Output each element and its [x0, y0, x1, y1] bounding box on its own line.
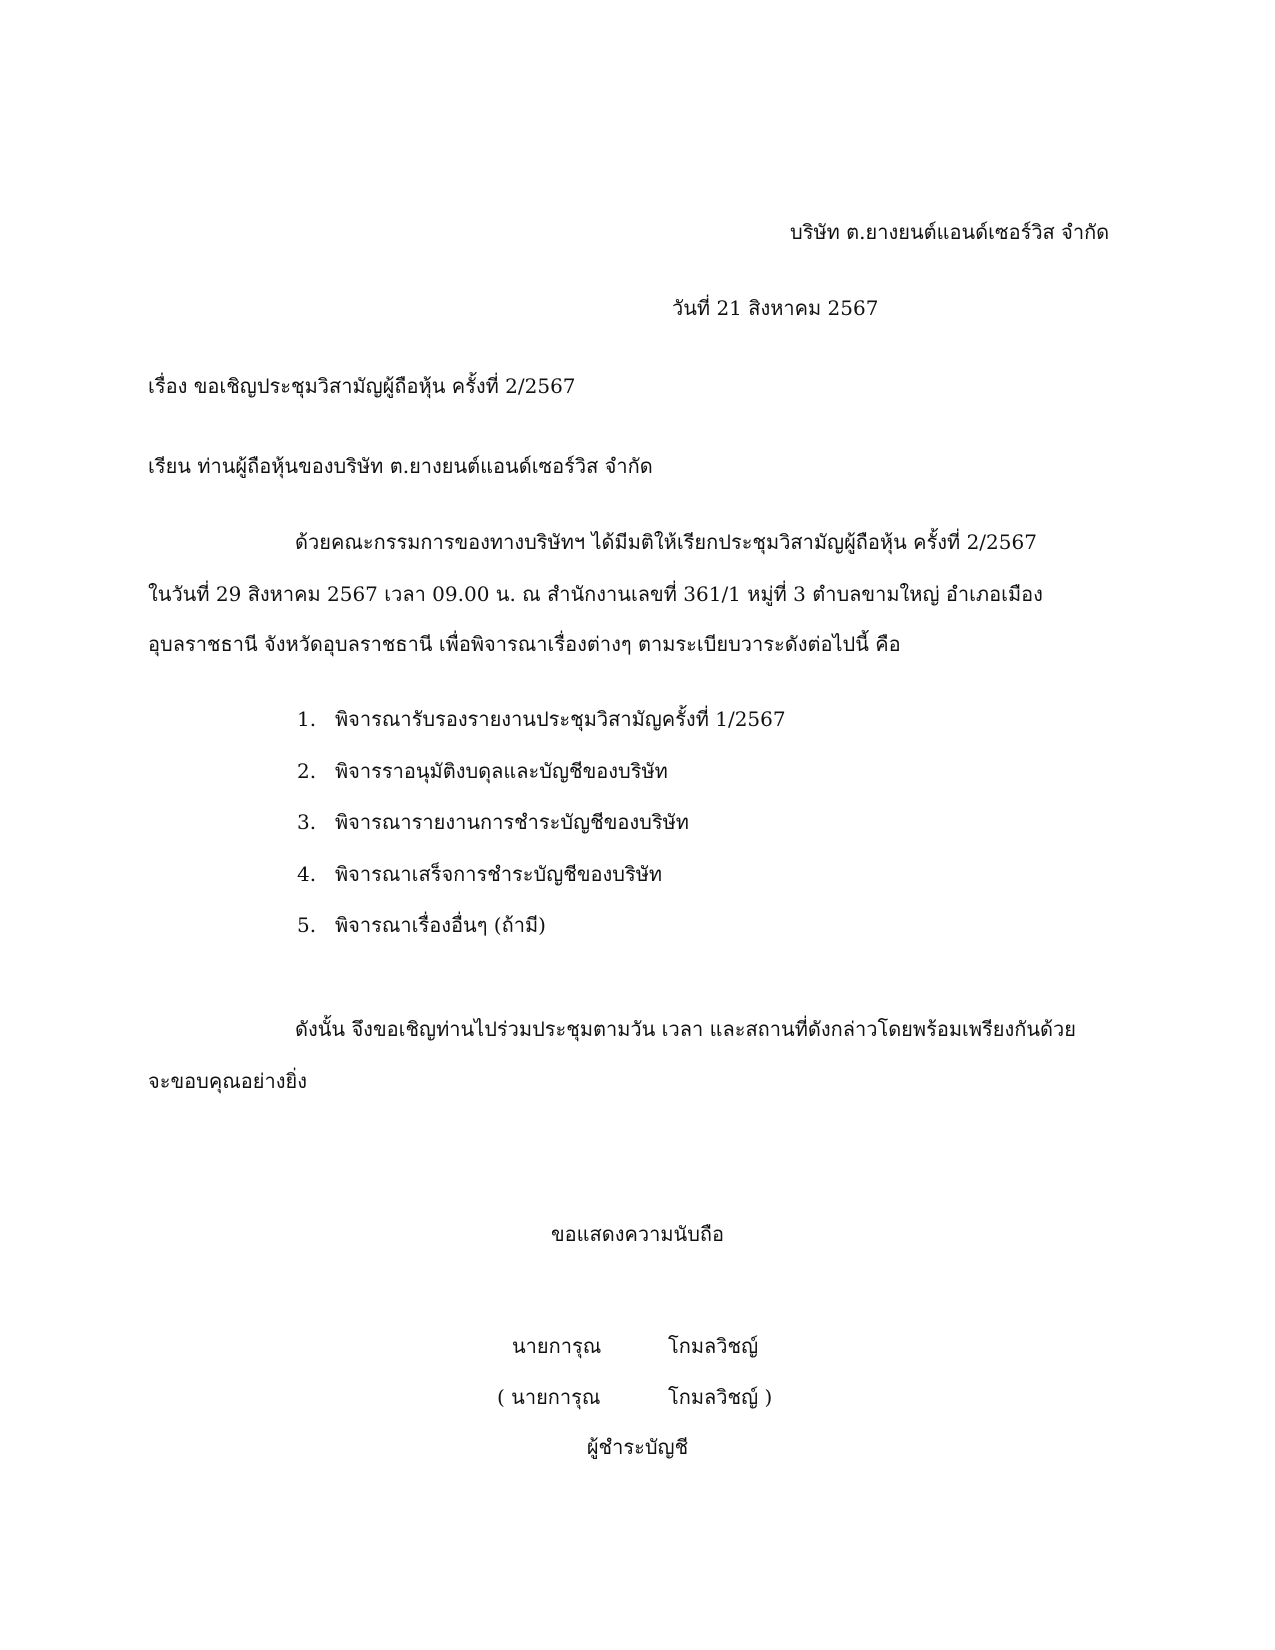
printed-name-last: โกมลวิชญ์ ) — [668, 1385, 773, 1409]
letter-salutation: เรียน ท่านผู้ถือหุ้นของบริษัท ต.ยางยนต์แอนด์เซอร์วิส จำกัด — [148, 454, 653, 478]
agenda-item-text: พิจารราอนุมัติงบดุลและบัญชีของบริษัท — [335, 758, 668, 783]
closing-paragraph-line: ดังนั้น จึงขอเชิญท่านไปร่วมประชุมตามวัน เวลา และสถานที่ดังกล่าวโดยพร้อมเพรียงกันด้วย — [295, 1017, 1076, 1041]
agenda-item-text: พิจารณาเรื่องอื่นๆ (ถ้ามี) — [335, 913, 546, 937]
signer-position: ผู้ชำระบัญชี — [586, 1435, 689, 1459]
agenda-item-number: 2. — [297, 758, 317, 783]
agenda-item-number: 1. — [297, 707, 317, 731]
company-name: บริษัท ต.ยางยนต์แอนด์เซอร์วิส จำกัด — [790, 220, 1110, 244]
signature-first-name: นายการุณ — [512, 1334, 602, 1358]
complimentary-close: ขอแสดงความนับถือ — [550, 1222, 725, 1246]
agenda-item-number: 3. — [297, 810, 317, 834]
agenda-item-number: 4. — [297, 861, 317, 886]
agenda-item-number: 5. — [297, 913, 317, 937]
agenda-item — [297, 705, 786, 757]
letter-subject: เรื่อง ขอเชิญประชุมวิสามัญผู้ถือหุ้น ครั้งที่ 2/2567 — [148, 374, 576, 398]
letter-date: วันที่ 21 สิงหาคม 2567 — [672, 296, 879, 320]
body-paragraph-line: ด้วยคณะกรรมการของทางบริษัทฯ ได้มีมติให้เรียกประชุมวิสามัญผู้ถือหุ้น ครั้งที่ 2/2567 — [295, 530, 1037, 554]
agenda-item-text: พิจารณาเสร็จการชำระบัญชีของบริษัท — [335, 861, 663, 886]
agenda-item — [297, 860, 786, 912]
printed-name-first: ( นายการุณ — [497, 1385, 601, 1409]
agenda-item — [297, 808, 786, 860]
agenda-item-text: พิจารณารายงานการชำระบัญชีของบริษัท — [335, 810, 689, 834]
agenda-list — [297, 705, 786, 963]
agenda-item — [297, 911, 786, 963]
closing-paragraph-line: จะขอบคุณอย่างยิ่ง — [148, 1069, 307, 1093]
body-paragraph-line: ในวันที่ 29 สิงหาคม 2567 เวลา 09.00 น. ณ สำนักงานเลขที่ 361/1 หมู่ที่ 3 ตำบลขามใหญ่ อำเภอเมือง — [148, 582, 1043, 606]
agenda-item — [297, 757, 786, 809]
signature-last-name: โกมลวิชญ์ — [668, 1334, 759, 1358]
body-paragraph-line: อุบลราชธานี จังหวัดอุบลราชธานี เพื่อพิจารณาเรื่องต่างๆ ตามระเบียบวาระดังต่อไปนี้ คือ — [148, 632, 901, 656]
agenda-item-text: พิจารณารับรองรายงานประชุมวิสามัญครั้งที่ 1/2567 — [335, 707, 786, 731]
